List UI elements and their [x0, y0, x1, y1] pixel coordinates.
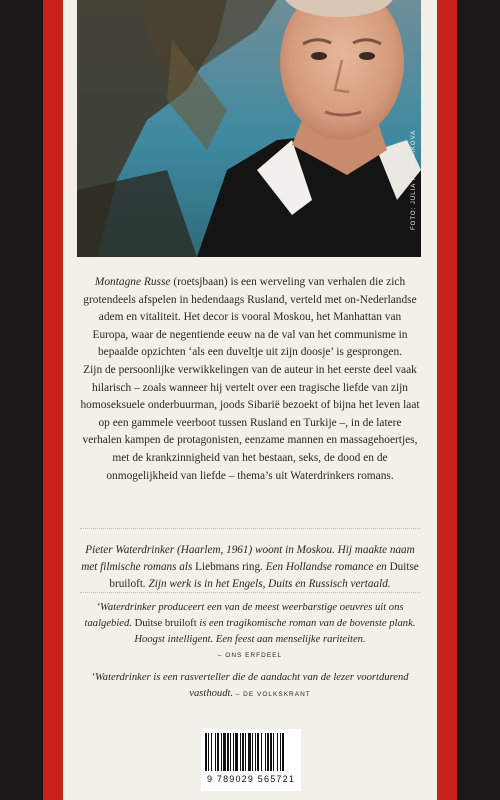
review-1-text-a: ‘Waterdrinker produceert een van de meest weerbarstige oeuvres uit ons taalgebied. — [84, 602, 404, 629]
barcode-bar — [217, 733, 219, 771]
barcode-bar — [215, 733, 216, 771]
barcode-bar — [245, 733, 246, 771]
barcode-bars — [201, 729, 301, 773]
barcode-bar — [248, 733, 251, 771]
barcode-number: 9 789029 565721 — [206, 774, 296, 784]
barcode-bar — [242, 733, 244, 771]
review-2-text: ‘Waterdrinker is een rasverteller die de aandacht van de lezer voortdurend vasthoudt. — [91, 672, 409, 699]
author-photo-illustration — [77, 0, 421, 257]
barcode-bar — [233, 733, 234, 771]
photo-credit: FOTO: JULIA KLOTCHKOVA — [411, 129, 417, 230]
barcode-bar — [277, 733, 278, 771]
barcode-bar — [273, 733, 274, 771]
blurb-paragraph-1-text: (roetsjbaan) is een werveling van verhalen die zich grotendeels afspelen in hedendaags Rusland, verteld met on-Nederlandse adem en vitaliteit. Het decor is vooral Moskou, het Manhattan van Europa, waar de negentiende eeuw na de val van het communisme in bepaalde opzichten ‘als een duveltje uit zijn doosje’ is gesprongen. — [83, 276, 417, 359]
barcode-bar — [205, 733, 207, 771]
barcode-bar — [227, 733, 229, 771]
divider — [80, 592, 420, 593]
barcode-bar — [221, 733, 222, 771]
left-red-stripe — [43, 0, 63, 800]
review-1-text-b: is een tragikomische roman van de bovenste plank. Hoogst intelligent. Een feest aan menselijke rariteiten. — [134, 618, 416, 645]
bio-text-1: Pieter Waterdrinker (Haarlem, 1961) woont in Moskou. Hij maakte naam met filmische romans als — [81, 544, 415, 574]
blurb-paragraph-2: Zijn de persoonlijke verwikkelingen van de auteur in het eerste deel vaak hilarisch – zoals wanneer hij vertelt over een tragische liefde van zijn homoseksuele onderbuurman, joods Sibarië bezoekt of bijna het leven laat op een gammele veerboot tussen Rusland en Turkije –, in de latere verhalen kampen de protagonisten, eenzame mannen en massagehoertjes, met de krankzinnigheid van het bestaan, seks, de dood en de onmogelijkheid van liefde – thema’s uit Waterdrinkers romans. — [80, 363, 420, 482]
bio-text-3: en — [373, 561, 390, 574]
barcode-bar — [235, 733, 238, 771]
barcode-bar — [280, 733, 281, 771]
bio-book-1: Liebmans ring — [195, 561, 261, 574]
bio-book-2: Duitse bruiloft — [109, 561, 419, 591]
barcode-bar — [252, 733, 253, 771]
book-title: Montagne Russe — [94, 276, 171, 288]
review-2-source: – DE VOLKSKRANT — [235, 691, 311, 698]
barcode-bar — [223, 733, 226, 771]
right-red-stripe — [437, 0, 457, 800]
barcode-bar — [257, 733, 259, 771]
barcode-bar — [261, 733, 262, 771]
barcode-bar — [267, 733, 269, 771]
bio-text-4: . Zijn werk is in het Engels, Duits en Russisch vertaald. — [142, 578, 391, 591]
blurb — [80, 274, 420, 485]
barcode — [201, 729, 301, 791]
review-1-source: – ONS ERFDEEL — [217, 652, 283, 659]
barcode-bar — [230, 733, 231, 771]
review-2 — [80, 670, 420, 703]
reviews — [80, 600, 420, 703]
author-bio — [80, 542, 420, 594]
barcode-bar — [240, 733, 241, 771]
barcode-bar — [282, 733, 284, 771]
divider — [80, 528, 420, 529]
review-1 — [80, 600, 420, 648]
barcode-bar — [255, 733, 256, 771]
barcode-bar — [265, 733, 266, 771]
author-photo — [77, 0, 421, 257]
barcode-bar — [270, 733, 272, 771]
barcode-bar — [208, 733, 209, 771]
bio-text-2: . Een Hollandse romance — [260, 561, 374, 574]
barcode-bar — [211, 733, 212, 771]
review-1-book: Duitse bruiloft — [134, 618, 197, 629]
blurb-paragraph-1 — [80, 274, 420, 362]
